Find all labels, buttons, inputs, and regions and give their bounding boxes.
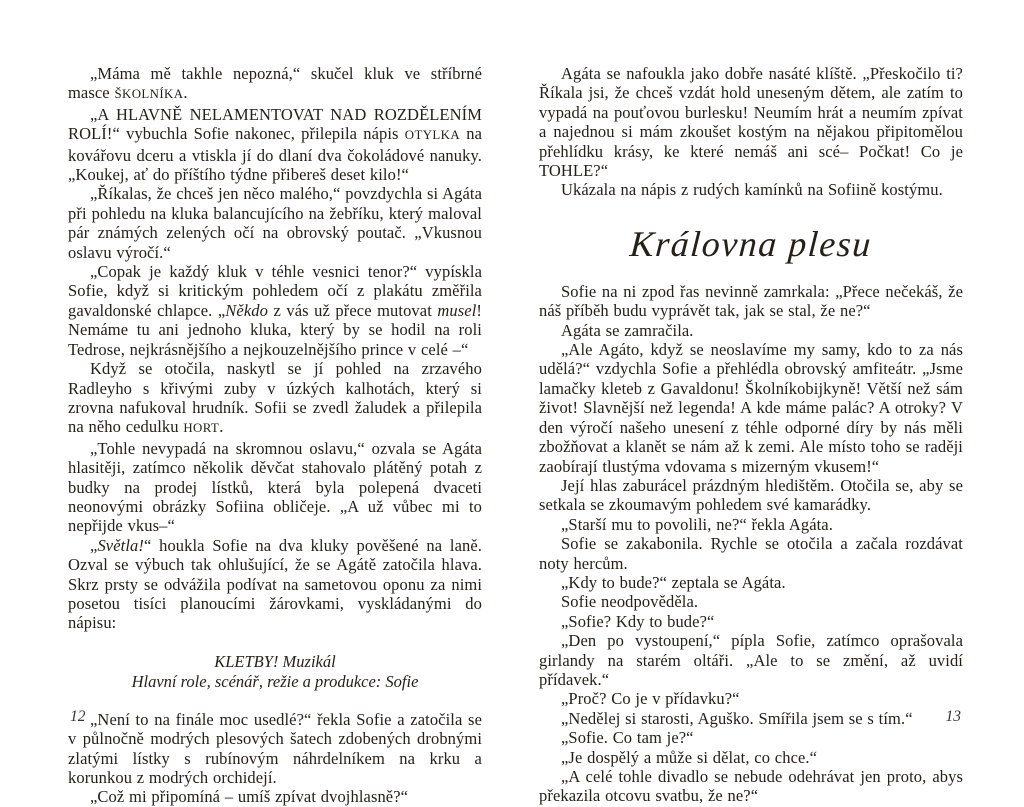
paragraph: Ukázala na nápis z rudých kamínků na Sofiině kostýmu. [561, 180, 943, 200]
page-number-left: 12 [70, 708, 86, 725]
paragraph: „Starší mu to povolili, ne?“ řekla Agáta. [561, 514, 833, 534]
paragraph: Její hlas zaburácel prázdným hledištěm. Otočila se, aby se setkala se zkoumavým pohledem své kamarádky. [539, 475, 963, 515]
paragraph: Sofie se zakabonila. Rychle se otočila a začala rozdávat noty hercům. [539, 534, 963, 573]
page-right-text-block [539, 64, 963, 806]
paragraph: „Nedělej si starosti, Aguško. Smířila jsem se s tím.“ [561, 708, 913, 728]
paragraph: „A celé tohle divadlo se nebude odehrávat jen proto, abys překazila otcovu svatbu, že ne?“ [539, 767, 963, 806]
paragraph: Když se otočila, naskytl se jí pohled na zrzavého Radleyho s křivými zuby v úzkých kalhotách, který si zrovna nafukoval hrudník. Sofii se zvedl žaludek a přilepila na něho cedulku HORT. [68, 359, 482, 437]
paragraph: Sofie na ni zpod řas nevinně zamrkala: „Přece nečekáš, že náš příběh budu vyprávět tak, jak se stal, že ne?“ [539, 281, 963, 321]
paragraph: „Světla!“ houkla Sofie na dva kluky pověšené na laně. Ozval se výbuch tak ohlušující, že se Agátě zatočila hlava. Skrz prsty se odvážila podívat na sametovou oponu za nimi posetou tisíci planoucími žárovkami, vyskládanými do nápisu: [68, 535, 482, 633]
centered-sign-text [68, 652, 482, 692]
paragraph: „A HLAVNĚ NELAMENTOVAT NAD ROZDĚLENÍM ROLÍ!“ vybuchla Sofie nakonec, přilepila nápis OTYLKA na kovářovu dceru a vtiskla jí do dlaní dva čokoládové nanuky. „Koukej, ať do příštího týdne přibereš deset kilo!“ [68, 104, 482, 185]
paragraph: Agáta se zamračila. [561, 320, 694, 340]
page-number-right: 13 [945, 708, 961, 725]
page-left [68, 0, 482, 807]
paragraph: „Sofie? Kdy to bude?“ [561, 611, 715, 631]
paragraph: „Sofie. Co tam je?“ [561, 728, 694, 748]
paragraph: „Proč? Co je v přídavku?“ [561, 689, 740, 709]
paragraph: „Den po vystoupení,“ pípla Sofie, zatímco oprašovala girlandy na starém oltáři. „Ale to se změní, až uvidí přídavek.“ [539, 631, 963, 689]
sign-line: KLETBY! Muzikál [214, 651, 336, 671]
paragraph: „Tohle nevypadá na skromnou oslavu,“ ozvala se Agáta hlasitěji, zatímco několik děvčat stahovalo plátěný potah z budky na prodej lístků, která byla polepená dvaceti neonovými obrázky Sofiina obličeje. „A už vůbec mi to nepřijde vkus–“ [68, 438, 482, 536]
paragraph: „Máma mě takhle nepozná,“ skučel kluk ve stříbrné masce ŠKOLNÍKA. [68, 64, 482, 103]
chapter-heading: Královna plesu [628, 223, 874, 264]
paragraph: „Copak je každý kluk v téhle vesnici tenor?“ vypískla Sofie, když si kritickým pohledem očí z plakátu změřila gavaldonské chlapce. „Někdo z vás už přece mutovat musel! Nemáme tu ani jednoho kluka, který by se hodil na roli Tedrose, nejkrásnějšího a nejkouzelnějšího prince v celé –“ [68, 262, 482, 359]
sign-line: Hlavní role, scénář, režie a produkce: Sofie [131, 671, 419, 691]
paragraph: „Což mi připomíná – umíš zpívat dvojhlasně?“ [90, 787, 409, 807]
page-left-text-block [68, 64, 482, 807]
paragraph: Agáta se nafoukla jako dobře nasáté klíště. „Přeskočilo ti? Říkala jsi, že chceš vzdát hold uneseným dětem, ale zatím to vypadá na pouťovou burlesku! Neumím hrát a neumím zpívat a najednou si mám zkoušet kostým na nějakou připitomělou přehlídku krásy, ke které nemáš ani scé– Počkat! Co je TOHLE?“ [539, 64, 963, 181]
paragraph: „Je dospělý a může si dělat, co chce.“ [561, 747, 818, 767]
paragraph: „Není to na finále moc usedlé?“ řekla Sofie a zatočila se v půlnočně modrých plesových šatech zdobených drobnými zlatými lístky s rubínovým náhrdelníkem na krku a korunkou z modrých orchidejí. [68, 709, 482, 787]
page-right [539, 0, 963, 806]
paragraph: „Říkalas, že chceš jen něco malého,“ povzdychla si Agáta při pohledu na kluka balancujícího na žebříku, který maloval pár známých zelených očí na obrovský poutač. „Vkusnou oslavu výročí.“ [68, 184, 482, 262]
paragraph: „Kdy to bude?“ zeptala se Agáta. [561, 572, 786, 592]
paragraph: Sofie neodpověděla. [561, 592, 699, 612]
paragraph: „Ale Agáto, když se neoslavíme my samy, kdo to za nás udělá?“ vzdychla Sofie a přehlédla obrovský amfiteátr. „Jsme lamačky kleteb z Gavaldonu! Školníkobijkyně! Větší než sám život! Slavnější než legenda! A kde máme palác? A otroky? V den výročí našeho unesení z téhle odporné díry by nás měli zbožňovat a klanět se nám až k zemi. Ale místo toho se raději zaobírají tlustýma vdovama s mizerným vkusem!“ [539, 340, 963, 476]
